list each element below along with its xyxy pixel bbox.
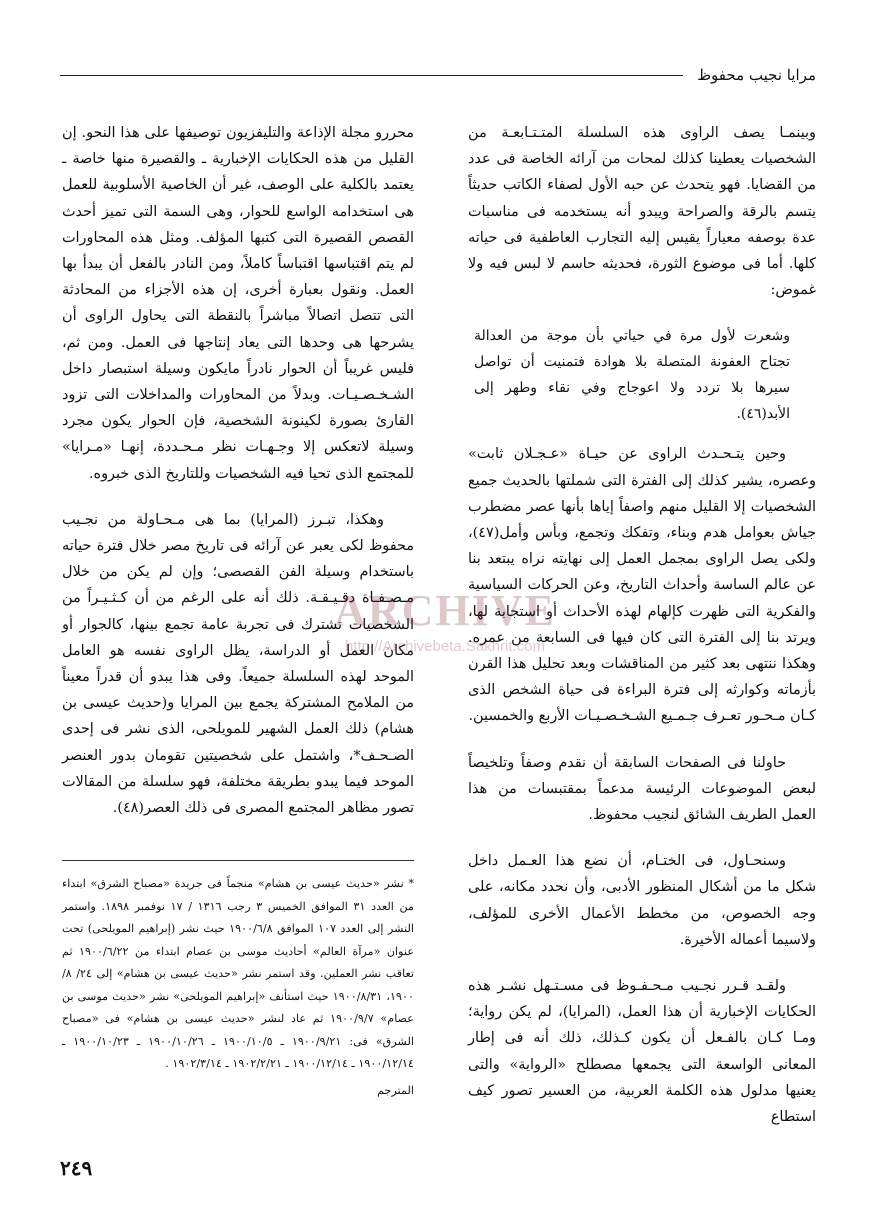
left-column (62, 120, 414, 841)
block-quote: وشعرت لأول مرة في حياتي بأن موجة من العدالة تجتاح العفونة المتصلة بلا هوادة فتمنيت أن تواصل سيرها بلا تردد ولا اعوجاج وفي نقاء وطهر إلى الأبد(٤٦). (474, 328, 790, 423)
watermark-logo: ARCHIVE (334, 586, 556, 635)
paragraph: وسنحـاول، فى الختـام، أن نضع هذا العـمل داخل شكل ما من أشكال المنظور الأدبى، وأن نحدد مكانه، على وجه الخصوص، من مخطط الأعمال الأخرى للمؤلف، ولاسيما أعماله الأخيرة. (468, 853, 816, 948)
paragraph: وحين يتـحـدث الراوى عن حيـاة «عـجـلان ثابت» وعصره، يشير كذلك إلى الفترة التى شملتها بالحديث جميع الشخصيات إلا القليل منهم واصفاً إياها بأنها عصر مضطرب جياش بعوامل هدم وبناء، وتفكك وتجمع، وبأس وأمل(٤٧)، ولكى يصل الراوى بمجمل العمل إلى نهايته نراه يبتعد بنا عن عالم الساسة وأحداث التاريخ، وعن الحركات السياسية والفكرية التى ظهرت كإلهام لهذه الأحداث أو استجابة لها، ويرتد بنا إلى الفترة التى كان فيها فى السابعة من عمره. وهكذا ننتهى بعد كثير من المناقشات وبعد تحليل هذا القرن بأزماته وكوارثه إلى فترة البراءة فى حياة الشخص الذى كـان مـحـور تعـرف جـمـيع الشـخـصـيـات الأربع والخمسين. (468, 446, 816, 725)
footnote-text: * نشر «حديث عيسى بن هشام» منجماً فى جريدة «مصباح الشرق» ابتداء من العدد ٣١ الموافق الخميس ٣ رجب ١٣١٦ / ١٧ نوفمبر ١٨٩٨. واستمر النشر إلى العدد ١٠٧ الموافق ١٩٠٠/٦/٨ حيث نشر (إبراهيم المويلحى) تحت عنوان «مرآة العالم» أحاديث موسى بن عصام ابتداء من ١٩٠٠/٦/٢٢ ثم تعاقب نشر العملين. وقد استمر نشر «حديث عيسى بن هشام» إلى ٢٤/ ٨/ ١٩٠٠، ١٩٠٠/٨/٣١ حيث استأنف «إبراهيم المويلحى» نشر «حديث موسى بن عصام» ١٩٠٠/٩/٧ ثم عاد لنشر «حديث عيسى بن هشام» فى «مصباح الشرق» فى: ١٩٠٠/٩/٢١ ـ ١٩٠٠/١٠/٥ ـ ١٩٠٠/١٠/٢٦ ـ ١٩٠٠/١٠/٢٣ ـ ١٩٠٠/١٢/١٤ ـ ١٩٠٠/١٢/١٤ ـ ١٩٠٢/٢/٢١ ـ ١٩٠٢/٣/١٤ . (62, 877, 415, 1070)
header-rule (60, 75, 683, 76)
paragraph: محررو مجلة الإذاعة والتليفزيون توصيفها على هذا النحو. إن القليل من هذه الحكايات الإخبارية ـ والقصيرة منها خاصة ـ يعتمد بالكلية على الوصف، غير أن الخاصية الأسلوبية للعمل هى استخدامه الواسع للحوار، وهى السمة التى تميز أحدث القصص القصيرة التى كتبها المؤلف. ومثل هذه المحاورات لم يتم اقتباسها اقتباساً كاملاً، ومن النادر بالفعل أن يبدأ بها العمل. ونقول بعبارة أخرى، إن هذه الأجزاء من المحادثة التى تتصل اتصالاً مباشراً بالنقطة التى يحاول الراوى أن يشرحها هى وحدها التى يعاد إنتاجها فى العمل. ومن ثم، فليس غريباً أن الحوار نادراً مايكون وسيلة استبصار داخل الشـخـصـيـات. وبدلاً من المحاورات والمداخلات التى تزود القارئ بصورة لكينونة الشخصية، فإن الحوار يكون مجرد وسيلة لاتعكس إلا وجـهـات نظر مـحـددة، إنهـا «مـرايا» للمجتمع الذى تحيا فيه الشخصيات وللتاريخ الذى خبروه. (62, 125, 414, 482)
watermark-url: http://Archivebeta.Sakhrit.com (344, 638, 546, 655)
footnote-block (62, 860, 414, 1102)
paragraph: ولقـد قـرر نجـيب مـحـفـوظ فى مسـتـهل نشـر هذه الحكايات الإخبارية أن هذا العمل، (المرايا)، لم يكن رواية؛ ومـا كـان بالفـعل أن يكون كـذلك، ذلك أنه فى إطار المعانى الواسعة التى يجمعها مصطلح «الرواية» والتى يعنيها مدلول هذه الكلمة العربية، من العسير تصور كيف استطاع (468, 978, 816, 1126)
running-header-title: مرايا نجيب محفوظ (697, 66, 816, 84)
footnote-signature: المترجم (377, 1083, 414, 1097)
running-header (60, 62, 816, 88)
paragraph: حاولنا فى الصفحات السابقة أن نقدم وصفاً وتلخيصاً لبعض الموضوعات الرئيسة مدعماً بمقتبسات من هذا العمل الطريف الشائق لنجيب محفوظ. (468, 754, 816, 824)
page-number: ٢٤٩ (60, 1156, 93, 1180)
paragraph: وبينمـا يصف الراوى هذه السلسلة المتـتـابعـة من الشخصيات يعطينا كذلك لمحات من آرائه الخاصة فى عدد من القضايا. فهو يتحدث عن حبه الأول لصفاء الكاتب حديثاً يتسم بالرقة والصراحة ويبدو أنه يستخدمه فى مناسبات عدة بوصفه معياراً يقيس إليه التجارب العاطفية فى حياته كلها. أما فى موضوع الثورة، فحديثه حاسم لا لبس فيه ولا غموض: (468, 125, 816, 299)
right-column (468, 120, 816, 1150)
paragraph: وهكذا، تبـرز (المرايا) بما هى مـحـاولة من نجـيب محفوظ لكى يعبر عن آرائه فى تاريخ مصر خلال فترة حياته باستخدام وسيلة الفن القصصى؛ وإن لم يكن من خلال مـصـفـاة دقـيـقـة. ذلك أنه على الرغم من أن كـثـيـراً من الشخصيات تشترك فى تجربة عامة تجمع بينها، كالجوار أو مكان العمل أو الدراسة، يظل الراوى نفسه هو العامل الموحد لهذه السلسلة جميعاً. وفى هذا يبدو أن قدراً معيناً من الملامح المشتركة يجمع بين المرايا و(حديث عيسى بن هشام) ذلك العمل الشهير للمويلحى، الذى نشر فى إحدى الصـحـف*، واشتمل على شخصيتين تقومان بدور العنصر الموحد فيما يبدو بطريقة مختلفة، فهو سلسلة من المقالات تصور مظاهر المجتمع المصرى فى ذلك العصر(٤٨). (62, 511, 414, 817)
